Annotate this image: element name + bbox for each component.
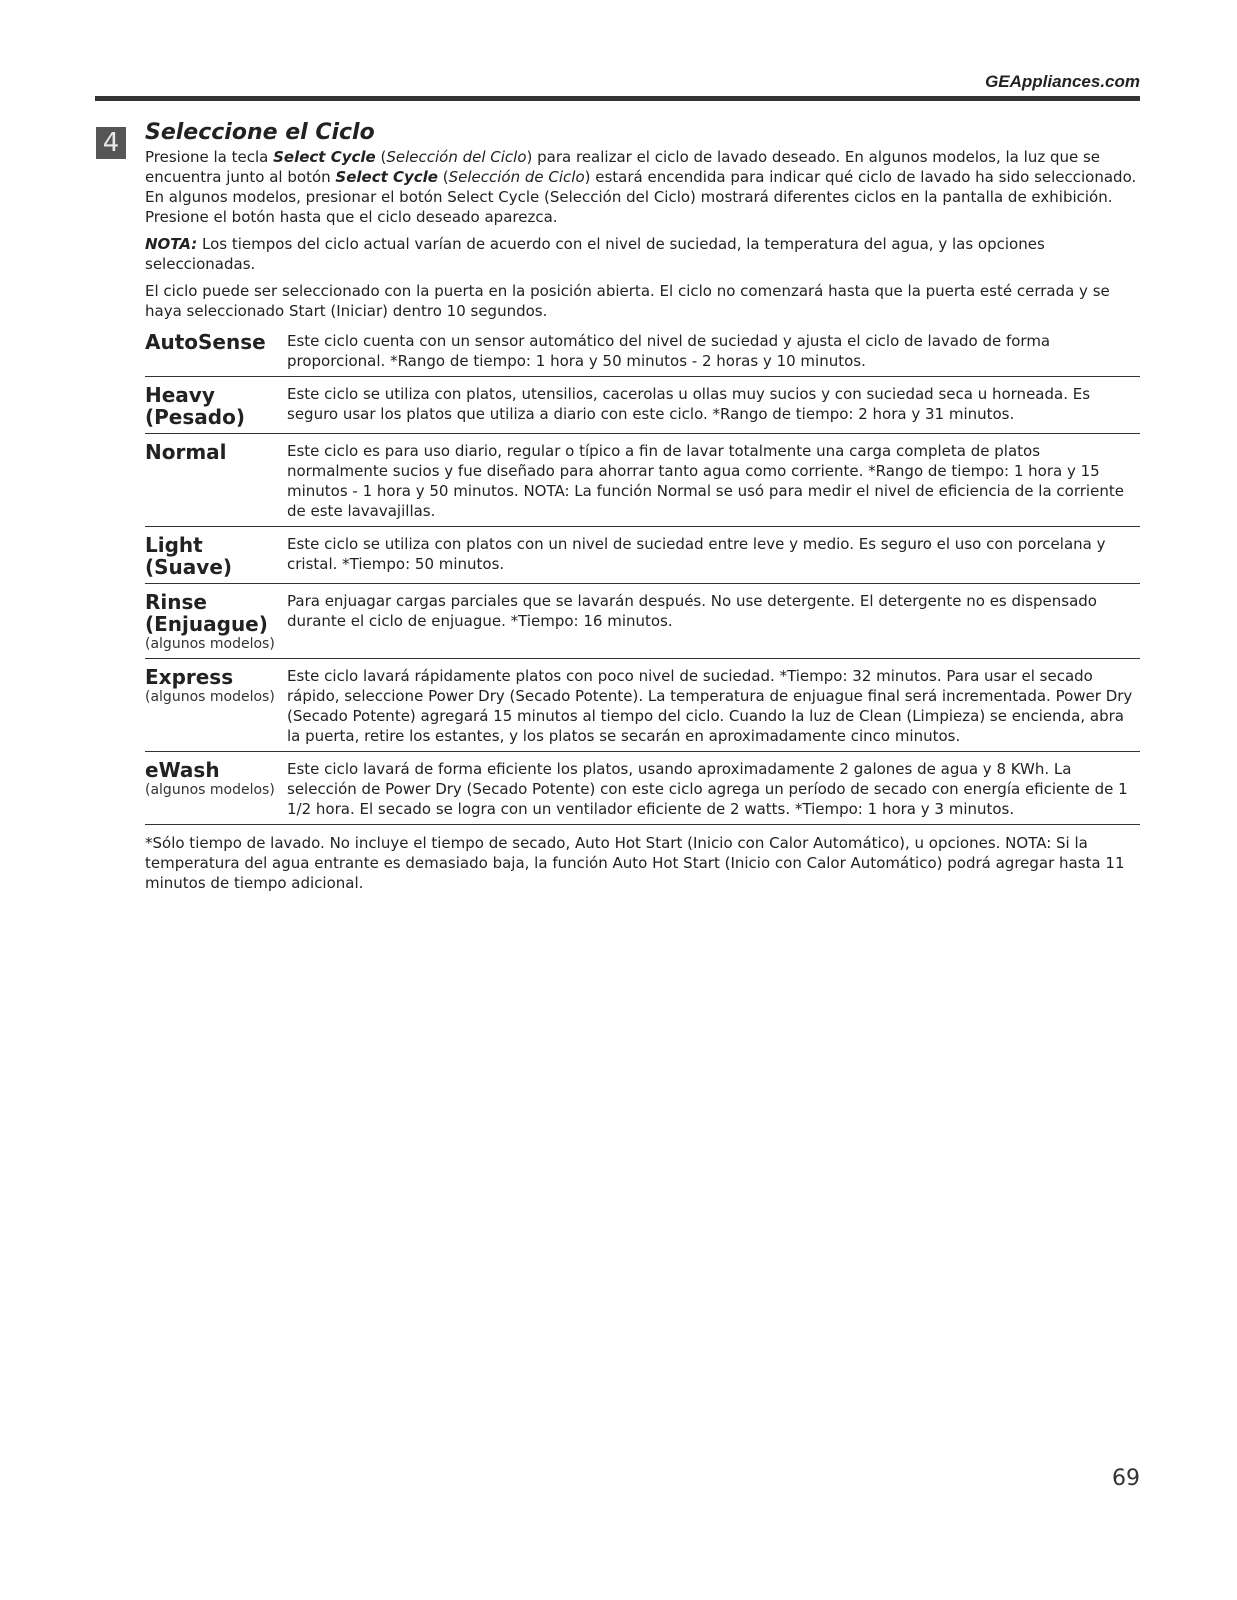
step-number-badge: 4 [96,127,126,159]
section-title: Seleccione el Ciclo [145,120,375,145]
intro-paragraph [145,147,1140,227]
cycle-name-cell [145,534,287,578]
cycle-row [145,663,1140,752]
cycle-description: Este ciclo se utiliza con platos con un nivel de suciedad entre leve y medio. Es seguro el uso con porcelana y cristal. *Tiempo: 50 minutos. [287,535,1106,573]
cycle-name-cell [145,759,287,819]
nota-label: NOTA: [145,235,198,253]
nota-paragraph [145,234,1140,274]
cycle-row [145,588,1140,659]
cycle-models-note: (algunos modelos) [145,636,275,652]
intro-emphasis: Select Cycle [335,168,438,186]
cycle-description: Para enjuagar cargas parciales que se lavarán después. No use detergente. El detergente no es dispensado durante el ciclo de enjuague. *Tiempo: 16 minutos. [287,592,1097,630]
cycle-name: Express [145,665,234,689]
cycle-description: Este ciclo lavará de forma eficiente los platos, usando aproximadamente 2 galones de agua y 8 KWh. La selección de Power Dry (Secado Potente) con este ciclo agrega un período de secado con energía eficiente de 1 1/2 hora. El secado se logra con un ventilador eficiente de 2 watts. *Tiempo: 1 hora y 3 minutos. [287,760,1128,818]
cycle-name: Normal [145,440,227,464]
cycle-name: Light (Suave) [145,533,233,579]
nota-text: Los tiempos del ciclo actual varían de acuerdo con el nivel de suciedad, la temperatura del agua, y las opciones seleccionadas. [145,235,1045,273]
door-paragraph: El ciclo puede ser seleccionado con la puerta en la posición abierta. El ciclo no comenzará hasta que la puerta esté cerrada y se haya seleccionado Start (Iniciar) dentro 10 segundos. [145,282,1110,320]
intro-text: Presione la tecla [145,148,274,166]
cycle-row [145,438,1140,527]
cycle-row [145,756,1140,825]
cycle-name-cell [145,666,287,746]
main-content [145,120,1140,893]
cycle-row [145,381,1140,434]
intro-text: ( [375,148,387,166]
cycle-row [145,531,1140,584]
site-url: GEAppliances.com [985,72,1140,91]
cycle-name: Rinse (Enjuague) [145,590,268,636]
intro-text: ) estará encendida para indicar qué ciclo de lavado ha sido seleccionado. En algunos modelos, presionar el botón Select Cycle (Selección del Ciclo) mostrará diferentes ciclos en la pantalla de exhibición. Presione el botón hasta que el ciclo deseado aparezca. [145,168,1137,226]
cycle-name-cell [145,384,287,428]
cycle-description: Este ciclo lavará rápidamente platos con poco nivel de suciedad. *Tiempo: 32 minutos. Para usar el secado rápido, seleccione Power Dry (Secado Potente). La temperatura de enjuague final será incrementada. Power Dry (Secado Potente) agregará 15 minutos al tiempo del ciclo. Cuando la luz de Clean (Limpieza) se encienda, abra la puerta, retire los estantes, y los platos se secarán en aproximadamente cinco minutos. [287,667,1133,745]
intro-italic: Selección de Ciclo [448,168,585,186]
cycle-name: eWash [145,758,220,782]
header-rule [95,96,1140,101]
cycle-name-cell [145,331,287,371]
cycle-description: Este ciclo cuenta con un sensor automático del nivel de suciedad y ajusta el ciclo de lavado de forma proporcional. *Rango de tiempo: 1 hora y 50 minutos - 2 horas y 10 minutos. [287,332,1051,370]
cycle-name-cell [145,441,287,521]
cycle-name: Heavy (Pesado) [145,383,245,429]
intro-emphasis: Select Cycle [273,148,376,166]
page-number: 69 [1112,1466,1140,1491]
cycle-name: AutoSense [145,330,266,354]
cycle-models-note: (algunos modelos) [145,689,275,705]
cycle-list [145,328,1140,825]
cycle-models-note: (algunos modelos) [145,782,275,798]
intro-text: ) para realizar el ciclo de lavado deseado. En algunos modelos, la luz que se encuentra junto al botón [145,148,1101,186]
intro-text: ( [437,168,449,186]
intro-italic: Selección del Ciclo [386,148,527,166]
cycle-description: Este ciclo se utiliza con platos, utensilios, cacerolas u ollas muy sucios y con suciedad seca u horneada. Es seguro usar los platos que utiliza a diario con este ciclo. *Rango de tiempo: 2 hora y 31 minutos. [287,385,1091,423]
cycle-description: Este ciclo es para uso diario, regular o típico a fin de lavar totalmente una carga completa de platos normalmente sucios y fue diseñado para ahorrar tanto agua como corriente. *Rango de tiempo: 1 hora y 15 minutos - 1 hora y 50 minutos. NOTA: La función Normal se usó para medir el nivel de eficiencia de la corriente de este lavavajillas. [287,442,1124,520]
cycle-name-cell [145,591,287,653]
cycle-row [145,328,1140,377]
footnote: *Sólo tiempo de lavado. No incluye el tiempo de secado, Auto Hot Start (Inicio con Calor Automático), u opciones. NOTA: Si la temperatura del agua entrante es demasiado baja, la función Auto Hot Start (Inicio con Calor Automático) podrá agregar hasta 11 minutos de tiempo adicional. [145,834,1125,892]
